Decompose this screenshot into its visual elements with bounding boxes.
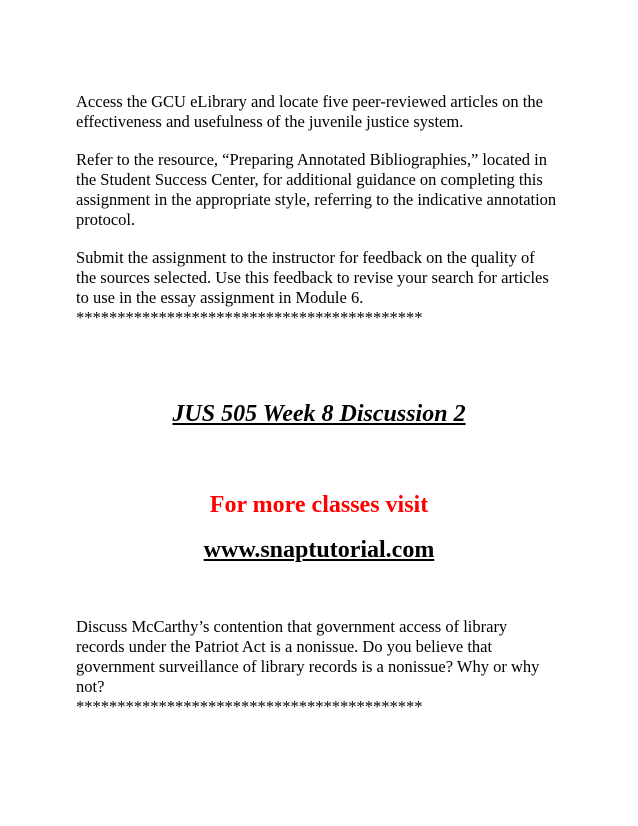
discussion-title: JUS 505 Week 8 Discussion 2 xyxy=(172,401,466,427)
submission-instructions-paragraph: Submit the assignment to the instructor for feedback on the quality of the sources selected. Use this feedback to revise your search for articles to use in the essay assignment in Module 6. ****************************************** xyxy=(76,248,549,327)
discussion-prompt-paragraph: Discuss McCarthy’s contention that government access of library records under the Patriot Act is a nonissue. Do you believe that government surveillance of library records is a nonissue? Why or why not? ****************************************** xyxy=(76,617,540,716)
visit-heading: For more classes visit xyxy=(209,492,429,518)
assignment-instructions-paragraph: Access the GCU eLibrary and locate five peer-reviewed articles on the effectiveness and usefulness of the juvenile justice system. xyxy=(76,92,543,131)
annotated-bibliography-guidance-paragraph: Refer to the resource, “Preparing Annotated Bibliographies,” located in the Student Success Center, for additional guidance on completing this assignment in the appropriate style, referring to the indicative annotation protocol. xyxy=(76,150,557,229)
website-link[interactable]: www.snaptutorial.com xyxy=(203,537,435,563)
